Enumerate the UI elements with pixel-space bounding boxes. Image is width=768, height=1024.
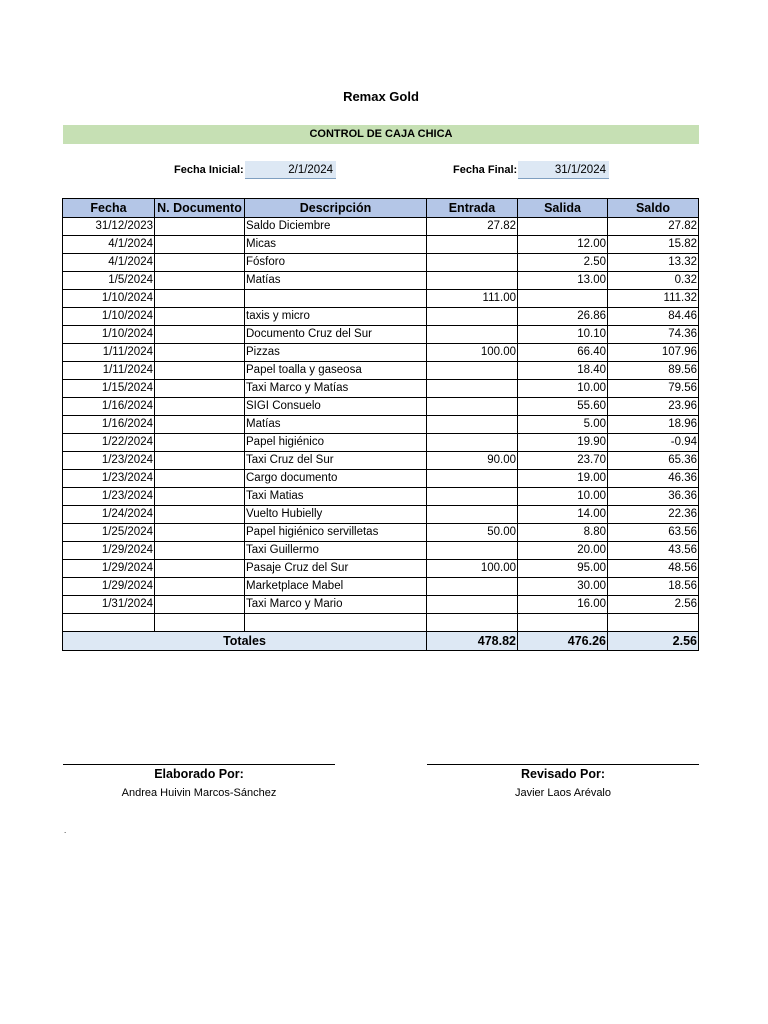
table-row	[63, 596, 699, 614]
cell-entrada[interactable]	[427, 308, 518, 326]
cell-fecha[interactable]: 1/10/2024	[63, 326, 155, 344]
petty-cash-table	[62, 198, 699, 651]
cell-salida[interactable]: 14.00	[518, 506, 608, 524]
cell-fecha[interactable]: 1/16/2024	[63, 398, 155, 416]
header-documento: N. Documento	[155, 199, 245, 218]
cell-documento[interactable]	[155, 398, 245, 416]
cell-fecha[interactable]	[63, 614, 155, 632]
cell-entrada[interactable]: 100.00	[427, 344, 518, 362]
cell-fecha[interactable]: 1/29/2024	[63, 542, 155, 560]
cell-descripcion[interactable]: Matías	[245, 272, 427, 290]
cell-fecha[interactable]: 1/10/2024	[63, 290, 155, 308]
cell-saldo[interactable]: 18.56	[608, 578, 699, 596]
cell-salida[interactable]: 19.90	[518, 434, 608, 452]
cell-saldo[interactable]: 48.56	[608, 560, 699, 578]
cell-salida[interactable]: 13.00	[518, 272, 608, 290]
cell-fecha[interactable]: 1/16/2024	[63, 416, 155, 434]
cell-fecha[interactable]: 1/10/2024	[63, 308, 155, 326]
table-row	[63, 470, 699, 488]
cell-documento[interactable]	[155, 290, 245, 308]
table-row	[63, 254, 699, 272]
total-saldo: 2.56	[608, 632, 699, 651]
cell-salida[interactable]: 10.00	[518, 488, 608, 506]
cell-fecha[interactable]: 1/29/2024	[63, 560, 155, 578]
cell-entrada[interactable]: 27.82	[427, 218, 518, 236]
header-salida: Salida	[518, 199, 608, 218]
cell-fecha[interactable]: 1/23/2024	[63, 470, 155, 488]
cell-salida[interactable]: 10.00	[518, 380, 608, 398]
cell-salida[interactable]	[518, 218, 608, 236]
cell-entrada[interactable]	[427, 506, 518, 524]
table-row	[63, 434, 699, 452]
header-fecha: Fecha	[63, 199, 155, 218]
cell-saldo[interactable]: 79.56	[608, 380, 699, 398]
end-date-value[interactable]: 31/1/2024	[518, 161, 609, 179]
table-row	[63, 344, 699, 362]
cell-descripcion[interactable]: Taxi Cruz del Sur	[245, 452, 427, 470]
cell-salida[interactable]: 20.00	[518, 542, 608, 560]
table-row	[63, 236, 699, 254]
cell-salida[interactable]: 16.00	[518, 596, 608, 614]
cell-saldo[interactable]: 43.56	[608, 542, 699, 560]
cell-fecha[interactable]: 1/23/2024	[63, 488, 155, 506]
cell-saldo[interactable]: 36.36	[608, 488, 699, 506]
cell-documento[interactable]	[155, 362, 245, 380]
cell-descripcion[interactable]: Taxi Guillermo	[245, 542, 427, 560]
cell-documento[interactable]	[155, 524, 245, 542]
header-saldo: Saldo	[608, 199, 699, 218]
cell-salida[interactable]	[518, 614, 608, 632]
cell-documento[interactable]	[155, 560, 245, 578]
cell-descripcion[interactable]: Micas	[245, 236, 427, 254]
table-row	[63, 272, 699, 290]
cell-salida[interactable]: 19.00	[518, 470, 608, 488]
cell-fecha[interactable]: 4/1/2024	[63, 236, 155, 254]
cell-fecha[interactable]: 1/24/2024	[63, 506, 155, 524]
cell-descripcion[interactable]: taxis y micro	[245, 308, 427, 326]
totals-label: Totales	[63, 632, 427, 651]
cell-descripcion[interactable]: Matías	[245, 416, 427, 434]
cell-saldo[interactable]: 74.36	[608, 326, 699, 344]
cell-entrada[interactable]	[427, 416, 518, 434]
cell-documento[interactable]	[155, 488, 245, 506]
cell-descripcion[interactable]: Papel toalla y gaseosa	[245, 362, 427, 380]
cell-descripcion[interactable]: Marketplace Mabel	[245, 578, 427, 596]
cell-entrada[interactable]	[427, 470, 518, 488]
totals-row	[63, 632, 699, 651]
cell-entrada[interactable]	[427, 578, 518, 596]
table-row	[63, 542, 699, 560]
table-row	[63, 290, 699, 308]
cell-documento[interactable]	[155, 236, 245, 254]
reviewed-by-name: Javier Laos Arévalo	[515, 787, 611, 799]
cell-saldo[interactable]: -0.94	[608, 434, 699, 452]
cell-documento[interactable]	[155, 452, 245, 470]
cell-salida[interactable]: 18.40	[518, 362, 608, 380]
cell-fecha[interactable]: 1/11/2024	[63, 344, 155, 362]
cell-entrada[interactable]	[427, 326, 518, 344]
cell-saldo[interactable]: 2.56	[608, 596, 699, 614]
cell-saldo[interactable]: 63.56	[608, 524, 699, 542]
header-entrada: Entrada	[427, 199, 518, 218]
cell-fecha[interactable]: 1/15/2024	[63, 380, 155, 398]
prepared-by-name: Andrea Huivin Marcos-Sánchez	[121, 787, 277, 799]
table-row	[63, 452, 699, 470]
cell-salida[interactable]: 26.86	[518, 308, 608, 326]
prepared-by-signature-line	[63, 764, 335, 765]
cell-documento[interactable]	[155, 434, 245, 452]
cell-descripcion[interactable]: Fósforo	[245, 254, 427, 272]
cell-salida[interactable]	[518, 290, 608, 308]
cell-fecha[interactable]: 31/12/2023	[63, 218, 155, 236]
cell-entrada[interactable]: 100.00	[427, 560, 518, 578]
cell-entrada[interactable]	[427, 434, 518, 452]
table-row	[63, 308, 699, 326]
cell-entrada[interactable]	[427, 236, 518, 254]
cell-descripcion[interactable]: Pasaje Cruz del Sur	[245, 560, 427, 578]
cell-fecha[interactable]: 4/1/2024	[63, 254, 155, 272]
cell-salida[interactable]: 8.80	[518, 524, 608, 542]
table-row	[63, 614, 699, 632]
cell-saldo[interactable]: 0.32	[608, 272, 699, 290]
cell-descripcion[interactable]: Documento Cruz del Sur	[245, 326, 427, 344]
cell-descripcion[interactable]: Taxi Marco y Mario	[245, 596, 427, 614]
cell-documento[interactable]	[155, 596, 245, 614]
cell-fecha[interactable]: 1/25/2024	[63, 524, 155, 542]
cell-entrada[interactable]: 111.00	[427, 290, 518, 308]
cell-documento[interactable]	[155, 542, 245, 560]
cell-descripcion[interactable]: Cargo documento	[245, 470, 427, 488]
cell-descripcion[interactable]: Taxi Matias	[245, 488, 427, 506]
cell-saldo[interactable]: 89.56	[608, 362, 699, 380]
cell-documento[interactable]	[155, 326, 245, 344]
cell-documento[interactable]	[155, 578, 245, 596]
end-date-label: Fecha Final:	[453, 164, 518, 176]
cell-salida[interactable]: 2.50	[518, 254, 608, 272]
cell-fecha[interactable]: 1/22/2024	[63, 434, 155, 452]
cell-documento[interactable]	[155, 218, 245, 236]
cell-salida[interactable]: 12.00	[518, 236, 608, 254]
table-row	[63, 380, 699, 398]
table-row	[63, 560, 699, 578]
cell-entrada[interactable]	[427, 614, 518, 632]
cell-documento[interactable]	[155, 416, 245, 434]
cell-saldo[interactable]: 65.36	[608, 452, 699, 470]
company-name: Remax Gold	[343, 89, 419, 104]
cell-saldo[interactable]: 22.36	[608, 506, 699, 524]
cell-fecha[interactable]: 1/23/2024	[63, 452, 155, 470]
cell-descripcion[interactable]: SIGI Consuelo	[245, 398, 427, 416]
cell-entrada[interactable]	[427, 254, 518, 272]
cell-documento[interactable]	[155, 506, 245, 524]
cell-entrada[interactable]	[427, 596, 518, 614]
cell-saldo[interactable]	[608, 614, 699, 632]
cell-documento[interactable]	[155, 272, 245, 290]
cell-salida[interactable]: 5.00	[518, 416, 608, 434]
cell-descripcion[interactable]: Saldo Diciembre	[245, 218, 427, 236]
cell-entrada[interactable]	[427, 272, 518, 290]
cell-fecha[interactable]: 1/29/2024	[63, 578, 155, 596]
cell-fecha[interactable]: 1/11/2024	[63, 362, 155, 380]
prepared-by-label: Elaborado Por:	[154, 767, 244, 781]
cell-saldo[interactable]: 15.82	[608, 236, 699, 254]
cell-documento[interactable]	[155, 470, 245, 488]
table-row	[63, 578, 699, 596]
cell-documento[interactable]	[155, 308, 245, 326]
cell-fecha[interactable]: 1/5/2024	[63, 272, 155, 290]
table-header-row	[63, 199, 699, 218]
cell-salida[interactable]: 30.00	[518, 578, 608, 596]
footer-mark: .	[64, 826, 67, 835]
cell-saldo[interactable]: 13.32	[608, 254, 699, 272]
report-title-banner: CONTROL DE CAJA CHICA	[63, 125, 699, 144]
table-row	[63, 416, 699, 434]
cell-descripcion[interactable]: Papel higiénico servilletas	[245, 524, 427, 542]
total-salida: 476.26	[518, 632, 608, 651]
cell-documento[interactable]	[155, 614, 245, 632]
cell-documento[interactable]	[155, 344, 245, 362]
cell-descripcion[interactable]	[245, 614, 427, 632]
cell-saldo[interactable]: 107.96	[608, 344, 699, 362]
table-row	[63, 524, 699, 542]
header-descripcion: Descripción	[245, 199, 427, 218]
cell-entrada[interactable]	[427, 542, 518, 560]
cell-entrada[interactable]	[427, 380, 518, 398]
cell-descripcion[interactable]: Taxi Marco y Matías	[245, 380, 427, 398]
start-date-value[interactable]: 2/1/2024	[245, 161, 336, 179]
cell-entrada[interactable]	[427, 362, 518, 380]
cell-salida[interactable]: 66.40	[518, 344, 608, 362]
table-row	[63, 506, 699, 524]
cell-saldo[interactable]: 23.96	[608, 398, 699, 416]
cell-descripcion[interactable]: Pizzas	[245, 344, 427, 362]
cell-fecha[interactable]: 1/31/2024	[63, 596, 155, 614]
cell-saldo[interactable]: 27.82	[608, 218, 699, 236]
cell-documento[interactable]	[155, 380, 245, 398]
cell-documento[interactable]	[155, 254, 245, 272]
start-date-label: Fecha Inicial:	[174, 164, 244, 176]
cell-salida[interactable]: 95.00	[518, 560, 608, 578]
cell-salida[interactable]: 10.10	[518, 326, 608, 344]
cell-saldo[interactable]: 111.32	[608, 290, 699, 308]
total-entrada: 478.82	[427, 632, 518, 651]
table-row	[63, 488, 699, 506]
cell-saldo[interactable]: 46.36	[608, 470, 699, 488]
cell-entrada[interactable]	[427, 398, 518, 416]
cell-entrada[interactable]	[427, 488, 518, 506]
cell-descripcion[interactable]: Papel higiénico	[245, 434, 427, 452]
cell-saldo[interactable]: 84.46	[608, 308, 699, 326]
reviewed-by-signature-line	[427, 764, 699, 765]
table-row	[63, 326, 699, 344]
table-row	[63, 218, 699, 236]
cell-salida[interactable]: 55.60	[518, 398, 608, 416]
table-row	[63, 398, 699, 416]
reviewed-by-label: Revisado Por:	[520, 767, 606, 781]
cell-descripcion[interactable]	[245, 290, 427, 308]
cell-saldo[interactable]: 18.96	[608, 416, 699, 434]
cell-entrada[interactable]: 50.00	[427, 524, 518, 542]
cell-salida[interactable]: 23.70	[518, 452, 608, 470]
table-row	[63, 362, 699, 380]
cell-descripcion[interactable]: Vuelto Hubielly	[245, 506, 427, 524]
cell-entrada[interactable]: 90.00	[427, 452, 518, 470]
